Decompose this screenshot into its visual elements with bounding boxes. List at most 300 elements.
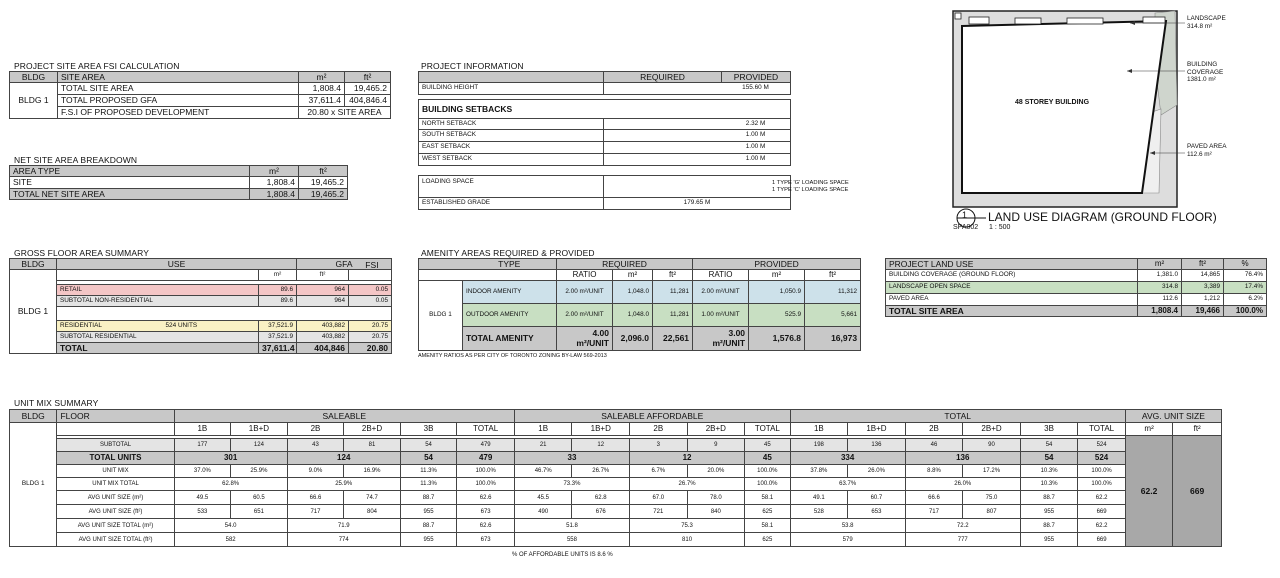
amenity-indoor-pr: 2.00 m²/UNIT [693,281,749,304]
amenity-h-ratio: RATIO [693,270,749,281]
amenity-h-req: REQUIRED [557,259,693,270]
gfa-h-fsi: FSI [365,260,379,270]
cell: 72.2 [905,519,1020,533]
fsi-table [9,71,391,119]
cell: 177 [174,439,231,452]
row-label: SUBTOTAL [57,439,174,452]
fsi-h-bldg: BLDG [10,72,58,83]
fsi-label: F.S.I OF PROPOSED DEVELOPMENT [58,107,299,119]
cell: 774 [287,533,400,547]
building-label: 48 STOREY BUILDING [1015,99,1090,106]
cell: 334 [790,452,905,465]
info-height-prov: 155.60 M [604,83,791,95]
info-title: PROJECT INFORMATION [421,61,524,71]
diagram-scale: 1 : 500 [989,224,1011,231]
cell: 62.6 [457,519,515,533]
fsi-row-label: TOTAL PROPOSED GFA [58,95,299,107]
gfa-res-ft2: 403,882 [297,321,349,332]
cell: 198 [790,439,848,452]
row-label: TOTAL UNITS [57,452,174,465]
cell: 100.0% [745,478,791,491]
gfa-subres-fsi: 20.75 [349,332,392,343]
avg-m2-value: 62.2 [1125,436,1172,547]
net-total-ft2: 19,465.2 [299,189,348,200]
cell: 100.0% [457,478,515,491]
fsi-value: 20.80 x SITE AREA [299,107,391,119]
col-header: 1B [174,423,231,436]
setback-label: EAST SETBACK [419,142,604,154]
cell: 100.0% [1078,478,1126,491]
cell: 669 [1078,505,1126,519]
amenity-total-pm2: 1,576.8 [749,327,805,351]
amenity-total-pr-2: m²/UNIT [712,337,746,348]
amenity-outdoor-rm2: 1,048.0 [613,304,653,327]
landuse-row-pct: 6.2% [1224,294,1267,306]
cell: 75.3 [630,519,745,533]
amenity-outdoor-pr: 1.00 m²/UNIT [693,304,749,327]
cell: 81 [344,439,401,452]
amenity-total-pr-1: 3.00 [728,328,746,339]
gfa-retail-fsi: 0.05 [349,285,392,296]
cell: 669 [1078,533,1126,547]
amenity-outdoor-rr: 2.00 m²/UNIT [557,304,613,327]
landuse-row-m2: 1,381.0 [1138,270,1182,282]
cell: 21 [514,439,572,452]
cell: 33 [514,452,629,465]
amenity-note: AMENITY RATIOS AS PER CITY OF TORONTO ZONING BY-LAW 569-2013 [418,353,607,359]
amenity-total-rft2: 22,561 [653,327,693,351]
cell: 26.7% [630,478,745,491]
opening-marker [969,17,989,24]
gfa-total-ft2: 404,846 [297,343,349,354]
fsi-row-label: TOTAL SITE AREA [58,83,299,95]
grade-value: 179.65 M [604,198,791,210]
cell: 54.0 [174,519,287,533]
cell: 17.2% [963,465,1021,478]
col-header: 1B [790,423,848,436]
cell: 10.3% [1020,465,1078,478]
cell: 73.3% [514,478,629,491]
cell: 717 [905,505,963,519]
gfa-res-label: RESIDENTIAL [57,321,163,332]
amenity-indoor-pm2: 1,050.9 [749,281,805,304]
fsi-title: PROJECT SITE AREA FSI CALCULATION [14,61,180,71]
gfa-total-label: TOTAL [57,343,259,354]
col-header: 1B+D [231,423,288,436]
amenity-indoor-pft2: 11,312 [805,281,861,304]
amenity-h-m2: m² [613,270,653,281]
coverage-label-2: COVERAGE [1187,68,1224,76]
cell: 955 [400,533,457,547]
cell: 10.3% [1020,478,1078,491]
cell: 840 [687,505,745,519]
setback-value: 1.00 M [604,130,791,142]
col-header: TOTAL [457,423,515,436]
cell: 54 [400,452,457,465]
cell: 721 [630,505,688,519]
cell: 625 [745,533,791,547]
avg-h-m2: m² [1125,423,1172,436]
fsi-row-m2: 1,808.4 [299,83,345,95]
cell: 71.9 [287,519,400,533]
cell: 8.8% [905,465,963,478]
unitmix-h-floor: FLOOR [57,410,174,423]
landuse-row-label: LANDSCAPE OPEN SPACE [886,282,1138,294]
cell: 673 [457,505,515,519]
setback-label: NORTH SETBACK [419,119,604,130]
landuse-row-ft2: 3,389 [1182,282,1224,294]
amenity-total-rr-2: m²/UNIT [576,337,609,348]
cell: 66.6 [905,491,963,505]
unitmix-h-affordable: SALEABLE AFFORDABLE [514,410,790,423]
cell: 9 [687,439,745,452]
fsi-row-ft2: 19,465.2 [345,83,391,95]
paved-area-value: 112.6 m² [1187,150,1212,158]
gfa-res-m2: 37,521.9 [259,321,297,332]
landuse-total-ft2: 19,466 [1182,306,1224,317]
cell: 88.7 [1020,491,1078,505]
cell: 66.6 [287,491,344,505]
cell: 58.1 [745,491,791,505]
cell: 479 [457,452,515,465]
fsi-row-m2: 37,611.4 [299,95,345,107]
gfa-res-fsi: 20.75 [349,321,392,332]
cell: 777 [905,533,1020,547]
col-header: 3B [400,423,457,436]
amenity-total-pft2: 16,973 [805,327,861,351]
cell: 12 [630,452,745,465]
amenity-outdoor-pm2: 525.9 [749,304,805,327]
cell: 955 [1020,505,1078,519]
gfa-title: GROSS FLOOR AREA SUMMARY [14,248,149,258]
net-site-m2: 1,808.4 [250,177,299,189]
cell: 78.0 [687,491,745,505]
col-header: 2B [287,423,344,436]
amenity-indoor-rr: 2.00 m²/UNIT [557,281,613,304]
cell: 74.7 [344,491,401,505]
gfa-subres-label: SUBTOTAL RESIDENTIAL [57,332,259,343]
col-header: 2B+D [963,423,1021,436]
amenity-h-m2: m² [749,270,805,281]
loading-value-1: 1 TYPE 'G' LOADING SPACE [772,179,849,186]
net-h-m2: m² [250,166,299,177]
info-table-body [418,82,791,95]
setback-label: WEST SETBACK [419,154,604,166]
cell: 62.6 [457,491,515,505]
landuse-row-label: BUILDING COVERAGE (GROUND FLOOR) [886,270,1138,282]
amenity-indoor-rft2: 11,281 [653,281,693,304]
cell: 20.0% [687,465,745,478]
paved-label: PAVED AREA [1187,143,1227,150]
amenity-h-ratio: RATIO [557,270,613,281]
cell: 58.1 [745,519,791,533]
cell: 11.3% [400,478,457,491]
landuse-total-pct: 100.0% [1224,306,1267,317]
cell: 63.7% [790,478,905,491]
cell: 62.2 [1078,519,1126,533]
amenity-h-type: TYPE [463,259,557,270]
amenity-table [418,258,861,351]
cell: 625 [745,505,791,519]
amenity-bldg: BLDG 1 [419,281,463,351]
cell: 45 [745,439,791,452]
diagram-title: LAND USE DIAGRAM (GROUND FLOOR) [988,210,1217,224]
fsi-bldg: BLDG 1 [10,83,58,119]
setback-value: 2.32 M [604,119,791,130]
info-h-req: REQUIRED [604,72,722,83]
gfa-subnonres-fsi: 0.05 [349,296,392,307]
col-header: 2B [630,423,688,436]
cell: 6.7% [630,465,688,478]
unitmix-h-bldg: BLDG [10,410,57,423]
cell: 653 [848,505,906,519]
cell: 579 [790,533,905,547]
cell: 16.9% [344,465,401,478]
net-title: NET SITE AREA BREAKDOWN [14,155,138,165]
corner-marker [955,13,961,19]
row-label: AVG UNIT SIZE (m²) [57,491,174,505]
col-header: 3B [1020,423,1078,436]
landuse-h-use: PROJECT LAND USE [886,259,1138,270]
landuse-row-pct: 17.4% [1224,282,1267,294]
cell: 3 [630,439,688,452]
landuse-total-label: TOTAL SITE AREA [886,306,1138,317]
gfa-retail-m2: 89.6 [259,285,297,296]
net-total-m2: 1,808.4 [250,189,299,200]
setback-value: 1.00 M [604,142,791,154]
unitmix-table [9,409,1222,547]
unitmix-bldg: BLDG 1 [10,423,57,547]
cell: 582 [174,533,287,547]
amenity-indoor-label: INDOOR AMENITY [463,281,557,304]
unitmix-title: UNIT MIX SUMMARY [14,398,99,408]
gfa-retail-label: RETAIL [57,285,259,296]
gfa-total-m2: 37,611.4 [259,343,297,354]
cell: 26.0% [905,478,1020,491]
cell: 54 [1020,452,1078,465]
cell: 43 [287,439,344,452]
loading-table [418,175,849,210]
cell: 524 [1078,439,1126,452]
amenity-h-ft2: ft² [653,270,693,281]
unitmix-note: % OF AFFORDABLE UNITS IS 8.6 % [512,552,613,558]
col-header: 1B [514,423,572,436]
gfa-subnonres-m2: 89.6 [259,296,297,307]
unitmix-h-total: TOTAL [790,410,1125,423]
info-height-label: BUILDING HEIGHT [419,83,604,95]
landuse-h-ft2: ft² [1182,259,1224,270]
building-footprint [962,21,1166,193]
cell: 301 [174,452,287,465]
cell: 45.5 [514,491,572,505]
avg-h-ft2: ft² [1173,423,1222,436]
landuse-row-m2: 314.8 [1138,282,1182,294]
cell: 100.0% [457,465,515,478]
sheet-number: SPA002 [953,224,979,231]
gfa-h-gfa: GFA [297,259,392,270]
grade-label: ESTABLISHED GRADE [419,198,604,210]
col-header: 2B [905,423,963,436]
landscape-area-value: 314.8 m² [1187,22,1213,30]
amenity-indoor-rm2: 1,048.0 [613,281,653,304]
landuse-row-m2: 112.6 [1138,294,1182,306]
gfa-subres-m2: 37,521.9 [259,332,297,343]
fsi-h-m2: m² [299,72,345,83]
cell: 12 [572,439,630,452]
cell: 62.2 [1078,491,1126,505]
fsi-h-ft2: ft² [345,72,391,83]
cell: 558 [514,533,629,547]
cell: 90 [963,439,1021,452]
opening-marker [1015,18,1041,24]
amenity-h-prov: PROVIDED [693,259,861,270]
cell: 67.0 [630,491,688,505]
gfa-res-units: 524 UNITS [163,321,259,332]
amenity-title: AMENITY AREAS REQUIRED & PROVIDED [421,248,595,258]
coverage-area-value: 1381.0 m² [1187,76,1216,84]
cell: 75.0 [963,491,1021,505]
row-label: AVG UNIT SIZE (ft²) [57,505,174,519]
gfa-h-ft2: ft² [297,270,349,281]
gfa-total-fsi: 20.80 [349,343,392,354]
landuse-table [885,258,1267,317]
setback-table [418,99,791,166]
cell: 54 [1020,439,1078,452]
net-total-label: TOTAL NET SITE AREA [10,189,250,200]
row-label: AVG UNIT SIZE TOTAL (ft²) [57,533,174,547]
col-header: TOTAL [745,423,791,436]
gfa-subres-ft2: 403,882 [297,332,349,343]
cell: 37.0% [174,465,231,478]
net-h-type: AREA TYPE [10,166,250,177]
drawing-number: 1 [962,210,968,220]
loading-value-2: 1 TYPE 'C' LOADING SPACE [772,186,849,193]
cell: 136 [905,452,1020,465]
cell: 100.0% [1078,465,1126,478]
setback-label: SOUTH SETBACK [419,130,604,142]
gfa-retail-ft2: 964 [297,285,349,296]
opening-marker [1067,18,1103,24]
gfa-subnonres-label: SUBTOTAL NON-RESIDENTIAL [57,296,259,307]
net-table [9,165,348,200]
landuse-row-ft2: 1,212 [1182,294,1224,306]
cell: 676 [572,505,630,519]
cell: 955 [1020,533,1078,547]
fsi-h-site: SITE AREA [58,72,299,83]
cell: 53.8 [790,519,905,533]
cell: 46 [905,439,963,452]
row-label: UNIT MIX [57,465,174,478]
cell: 490 [514,505,572,519]
amenity-total-rr-1: 4.00 [592,328,609,339]
col-header: 1B+D [848,423,906,436]
cell: 49.5 [174,491,231,505]
landscape-label: LANDSCAPE [1187,15,1226,22]
cell: 45 [745,452,791,465]
net-site-label: SITE [10,177,250,189]
cell: 49.1 [790,491,848,505]
landuse-h-pct: % [1224,259,1267,270]
cell: 100.0% [745,465,791,478]
cell: 46.7% [514,465,572,478]
net-site-ft2: 19,465.2 [299,177,348,189]
unitmix-h-saleable: SALEABLE [174,410,514,423]
land-use-diagram [945,5,1280,235]
cell: 25.9% [231,465,288,478]
col-header: 2B+D [344,423,401,436]
net-h-ft2: ft² [299,166,348,177]
amenity-h-ft2: ft² [805,270,861,281]
col-header: 1B+D [572,423,630,436]
cell: 88.7 [400,491,457,505]
gfa-h-use: USE [57,259,297,270]
amenity-total-rm2: 2,096.0 [613,327,653,351]
cell: 136 [848,439,906,452]
cell: 54 [400,439,457,452]
setback-value: 1.00 M [604,154,791,166]
amenity-total-label: TOTAL AMENITY [463,327,557,351]
cell: 651 [231,505,288,519]
info-h-prov: PROVIDED [722,72,791,83]
gfa-subnonres-ft2: 964 [297,296,349,307]
gfa-bldg: BLDG 1 [10,270,57,354]
cell: 524 [1078,452,1126,465]
cell: 51.8 [514,519,629,533]
landuse-row-ft2: 14,865 [1182,270,1224,282]
cell: 528 [790,505,848,519]
cell: 807 [963,505,1021,519]
setbacks-title: BUILDING SETBACKS [419,100,791,119]
gfa-table [9,258,392,354]
cell: 26.7% [572,465,630,478]
cell: 60.5 [231,491,288,505]
col-header: 2B+D [687,423,745,436]
cell: 124 [287,452,400,465]
landuse-total-m2: 1,808.4 [1138,306,1182,317]
cell: 124 [231,439,288,452]
cell: 717 [287,505,344,519]
cell: 533 [174,505,231,519]
cell: 955 [400,505,457,519]
cell: 60.7 [848,491,906,505]
cell: 62.8% [174,478,287,491]
cell: 9.0% [287,465,344,478]
cell: 62.8 [572,491,630,505]
unitmix-h-avg: AVG. UNIT SIZE [1125,410,1221,423]
coverage-label-1: BUILDING [1187,61,1218,68]
gfa-h-m2: m² [259,270,297,281]
row-label: UNIT MIX TOTAL [57,478,174,491]
landuse-row-pct: 76.4% [1224,270,1267,282]
opening-marker [1143,17,1165,23]
cell: 673 [457,533,515,547]
amenity-outdoor-pft2: 5,661 [805,304,861,327]
cell: 479 [457,439,515,452]
cell: 88.7 [400,519,457,533]
landuse-row-label: PAVED AREA [886,294,1138,306]
gfa-h-bldg: BLDG [10,259,57,270]
landuse-h-m2: m² [1138,259,1182,270]
row-label: AVG UNIT SIZE TOTAL (m²) [57,519,174,533]
amenity-outdoor-label: OUTDOOR AMENITY [463,304,557,327]
col-header: TOTAL [1078,423,1126,436]
cell: 37.8% [790,465,848,478]
fsi-row-ft2: 404,846.4 [345,95,391,107]
cell: 26.0% [848,465,906,478]
loading-label: LOADING SPACE [419,176,604,198]
cell: 804 [344,505,401,519]
avg-ft2-value: 669 [1173,436,1222,547]
